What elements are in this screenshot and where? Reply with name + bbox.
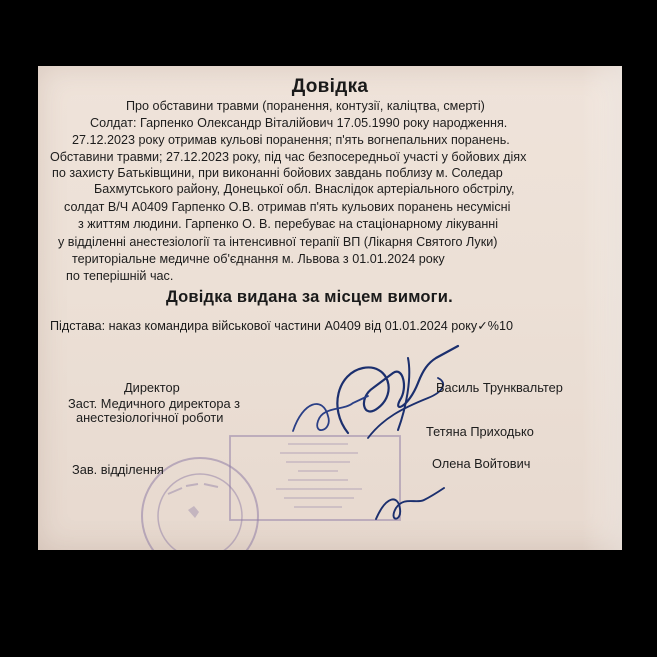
deputy-signature-icon xyxy=(283,391,373,441)
body-line: по захисту Батьківщини, при виконанні бойових завдань поблизу м. Соледар xyxy=(52,166,503,180)
rectangular-stamp-icon xyxy=(228,434,403,524)
body-line: Обставини травми; 27.12.2023 року, під час безпосередньої участі у бойових діях xyxy=(50,150,527,164)
head-signature-icon xyxy=(368,484,448,529)
body-line: солдат В/Ч А0409 Гарпенко О.В. отримав п'ять кульових поранень несумісні xyxy=(64,200,511,214)
body-line: 27.12.2023 року отримав кульові поранення; п'ять вогнепальних поранень. xyxy=(72,133,510,147)
director-name: Василь Трунквальтер xyxy=(436,380,563,395)
body-line: територіальне медичне об'єднання м. Львова з 01.01.2024 року xyxy=(72,252,445,266)
head-title: Зав. відділення xyxy=(72,462,164,477)
deputy-title-line1: Заст. Медичного директора з xyxy=(68,396,241,411)
document-title: Довідка xyxy=(291,76,369,97)
body-line: Бахмутського району, Донецької обл. Внаслідок артеріального обстрілу, xyxy=(94,182,515,196)
body-line: з життям людини. Гарпенко О. В. перебуває на стаціонарному лікуванні xyxy=(78,217,499,231)
deputy-title-line2: анестезіологічної роботи xyxy=(76,410,224,425)
subtitle-line: Про обставини травми (поранення, контузії, каліцтва, смерті) xyxy=(126,99,485,113)
body-line: по теперішній час. xyxy=(66,269,174,283)
head-name: Олена Войтович xyxy=(432,456,531,471)
certificate-document xyxy=(38,66,622,550)
deputy-name: Тетяна Приходько xyxy=(426,424,534,439)
issued-statement: Довідка видана за місцем вимоги. xyxy=(166,288,453,306)
director-title: Директор xyxy=(124,380,180,395)
basis-line: Підстава: наказ командира військової частини А0409 від 01.01.2024 року✓%10 xyxy=(50,319,513,333)
body-line: у відділенні анестезіології та інтенсивної терапії ВП (Лікарня Святого Луки) xyxy=(58,235,498,249)
body-line: Солдат: Гарпенко Олександр Віталійович 17.05.1990 року народження. xyxy=(90,116,508,130)
